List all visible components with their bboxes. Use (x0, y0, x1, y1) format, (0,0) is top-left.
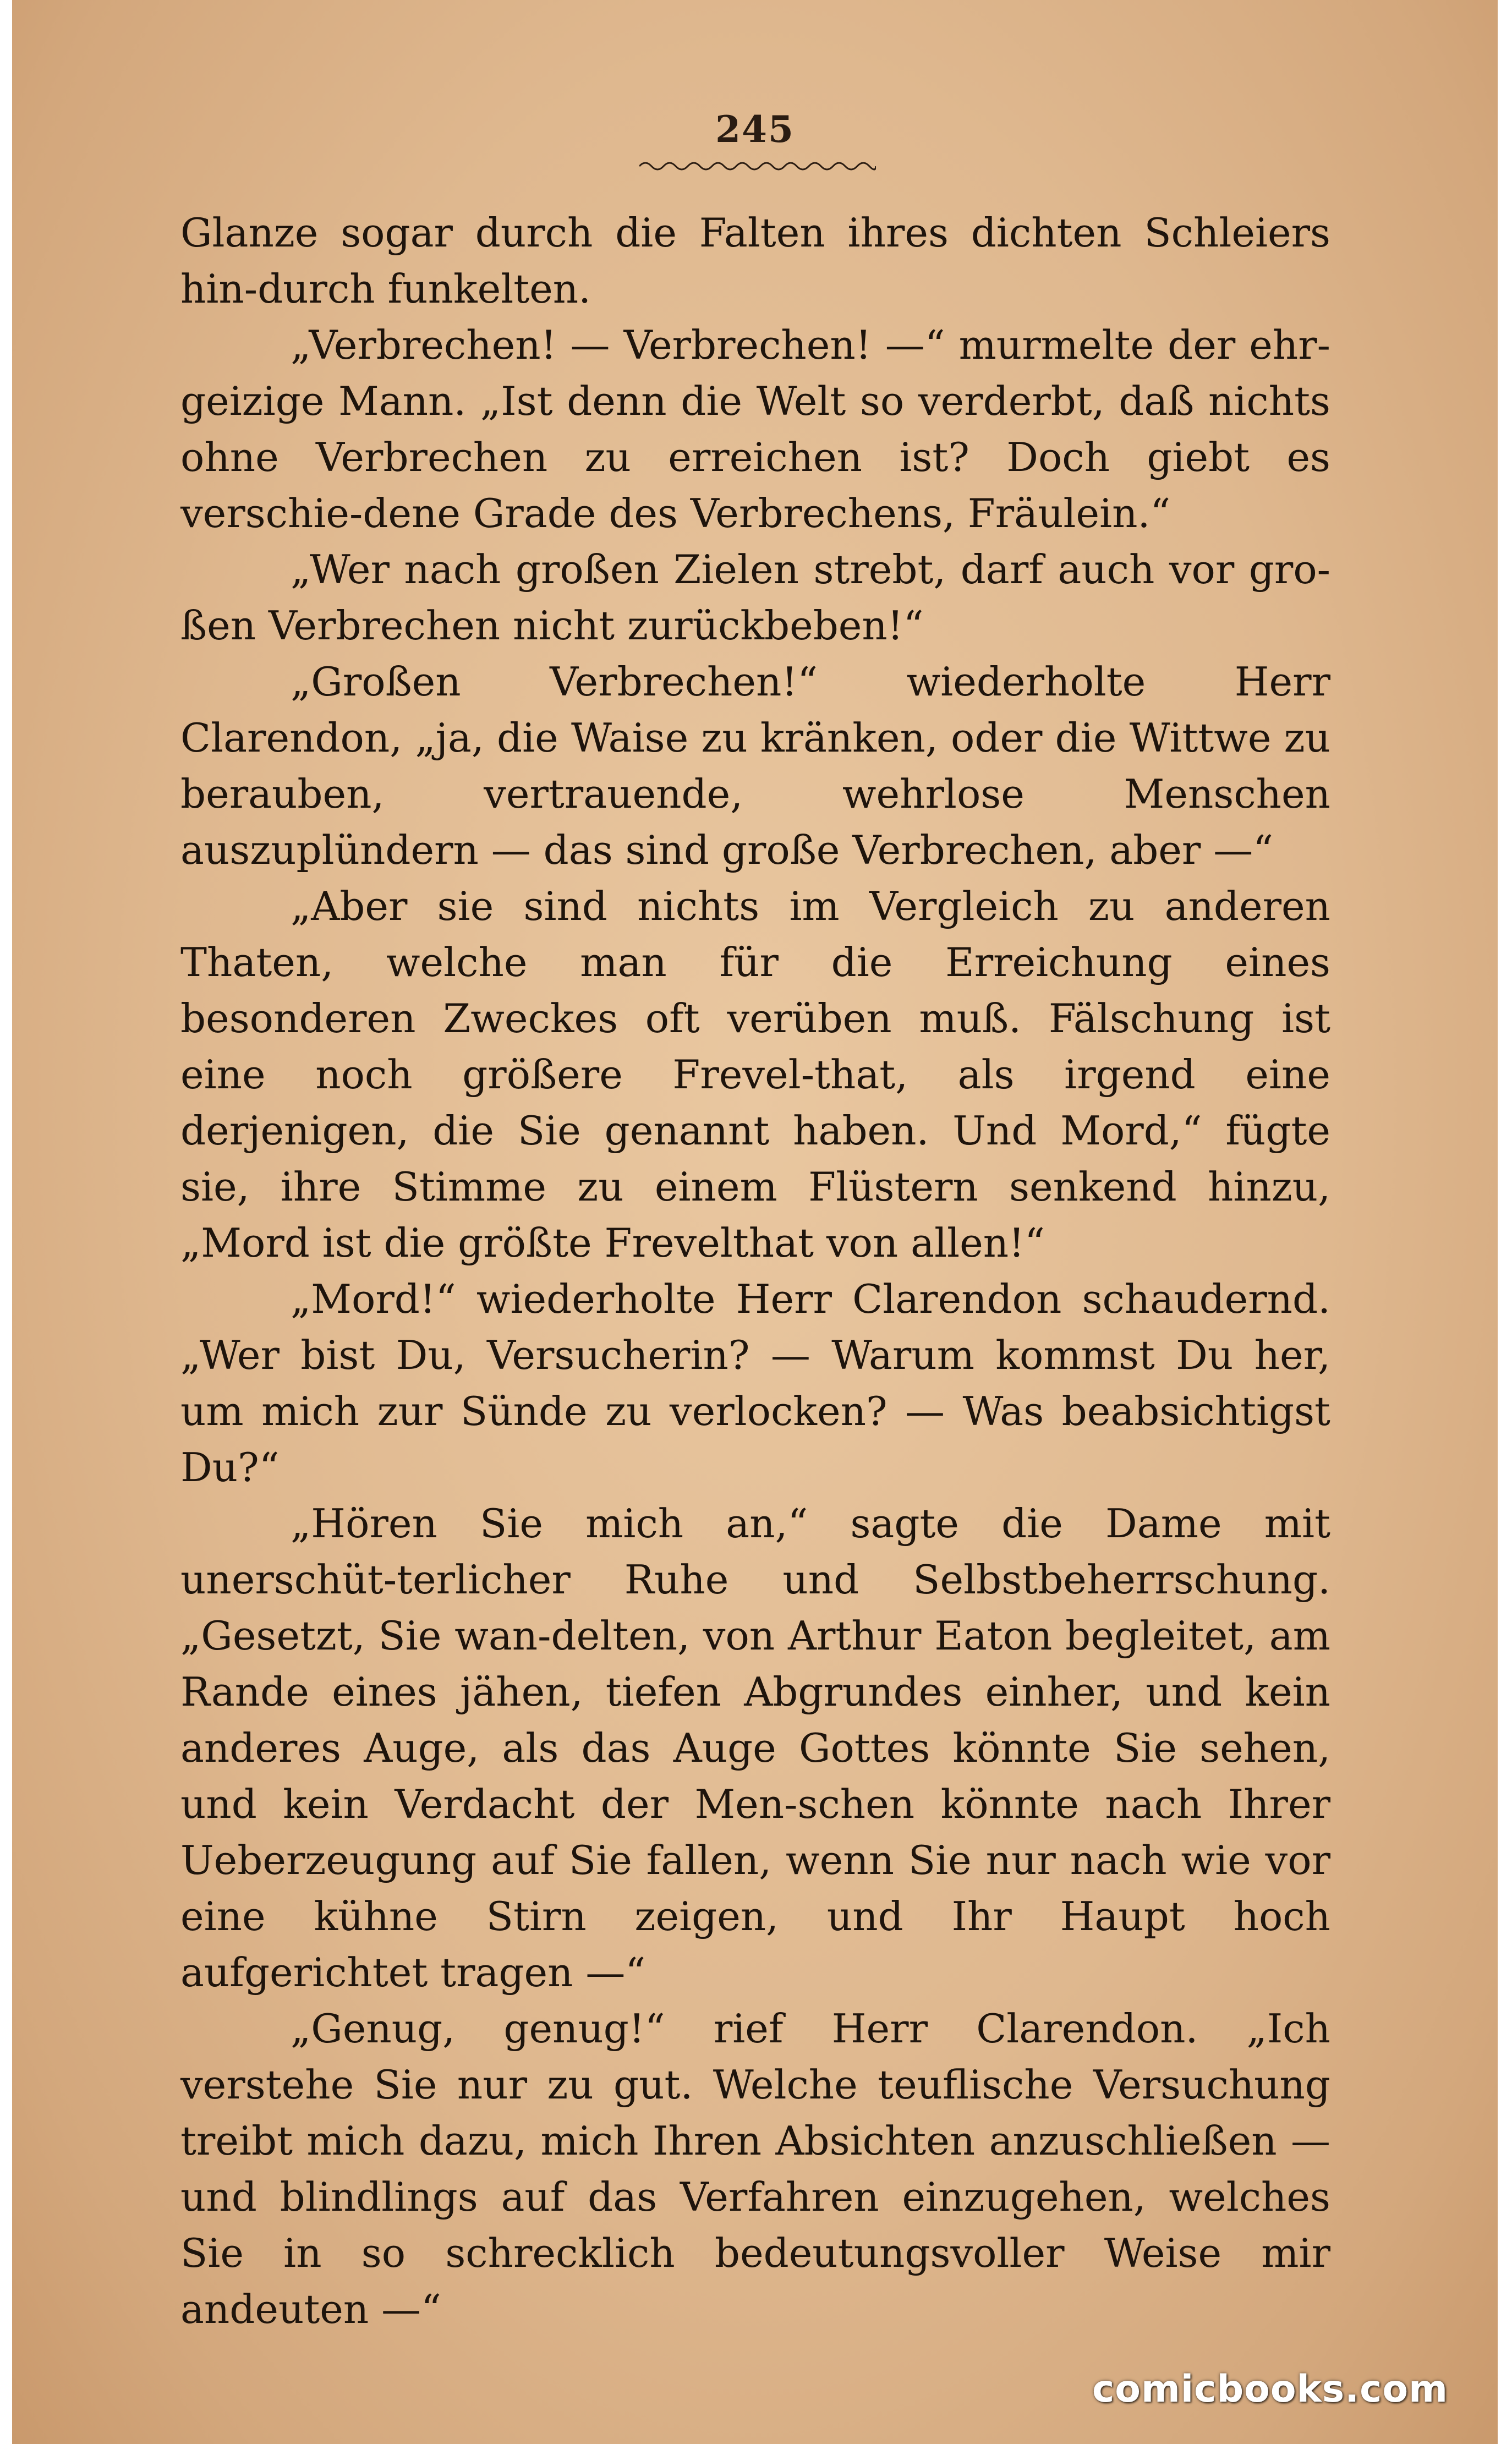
paragraph: „Wer nach großen Zielen strebt, darf auch vor gro-ßen Verbrechen nicht zurückbeben!“ (180, 546, 1330, 649)
page-text (180, 205, 1330, 2337)
paragraph: „Genug, genug!“ rief Herr Clarendon. „Ich verstehe Sie nur zu gut. Welche teuflische Versuchung treibt mich dazu, mich Ihren Absichten anzuschließen — und blindlings auf das Verfahren einzugehen, welches Sie in so schrecklich bedeutungsvoller Weise mir andeuten —“ (180, 2005, 1330, 2332)
wavy-rule-icon (639, 157, 876, 172)
page-number: 245 (715, 108, 795, 151)
paragraph: „Hören Sie mich an,“ sagte die Dame mit unerschüt-terlicher Ruhe und Selbstbeherrschung. „Gesetzt, Sie wan-delten, von Arthur Eaton begleitet, am Rande eines jähen, tiefen Abgrundes einher, und kein anderes Auge, als das Auge Gottes könnte Sie sehen, und kein Verdacht der Men-schen könnte nach Ihrer Ueberzeugung auf Sie fallen, wenn Sie nur nach wie vor eine kühne Stirn zeigen, und Ihr Haupt hoch aufgerichtet tragen —“ (180, 1500, 1330, 1996)
paragraph: „Verbrechen! — Verbrechen! —“ murmelte der ehr-geizige Mann. „Ist denn die Welt so verderbt, daß nichts ohne Verbrechen zu erreichen ist? Doch giebt es verschie-dene Grade des Verbrechens, Fräulein.“ (180, 322, 1330, 536)
paragraph: „Aber sie sind nichts im Vergleich zu anderen Thaten, welche man für die Erreichung eines besonderen Zweckes oft verüben muß. Fälschung ist eine noch größere Frevel-that, als irgend eine derjenigen, die Sie genannt haben. Und Mord,“ fügte sie, ihre Stimme zu einem Flüstern senkend hinzu, „Mord ist die größte Frevelthat von allen!“ (180, 883, 1330, 1266)
paragraph: „Mord!“ wiederholte Herr Clarendon schaudernd. „Wer bist Du, Versucherin? — Warum kommst Du her, um mich zur Sünde zu verlocken? — Was beabsichtigst Du?“ (180, 1276, 1330, 1490)
watermark: comicbooks.com (1092, 2368, 1448, 2411)
paragraph: Glanze sogar durch die Falten ihres dichten Schleiers hin-durch funkelten. (180, 210, 1330, 312)
book-page (12, 0, 1498, 2444)
paragraph: „Großen Verbrechen!“ wiederholte Herr Clarendon, „ja, die Waise zu kränken, oder die Wittwe zu berauben, vertrauende, wehrlose Menschen auszuplündern — das sind große Verbrechen, aber —“ (180, 659, 1330, 873)
